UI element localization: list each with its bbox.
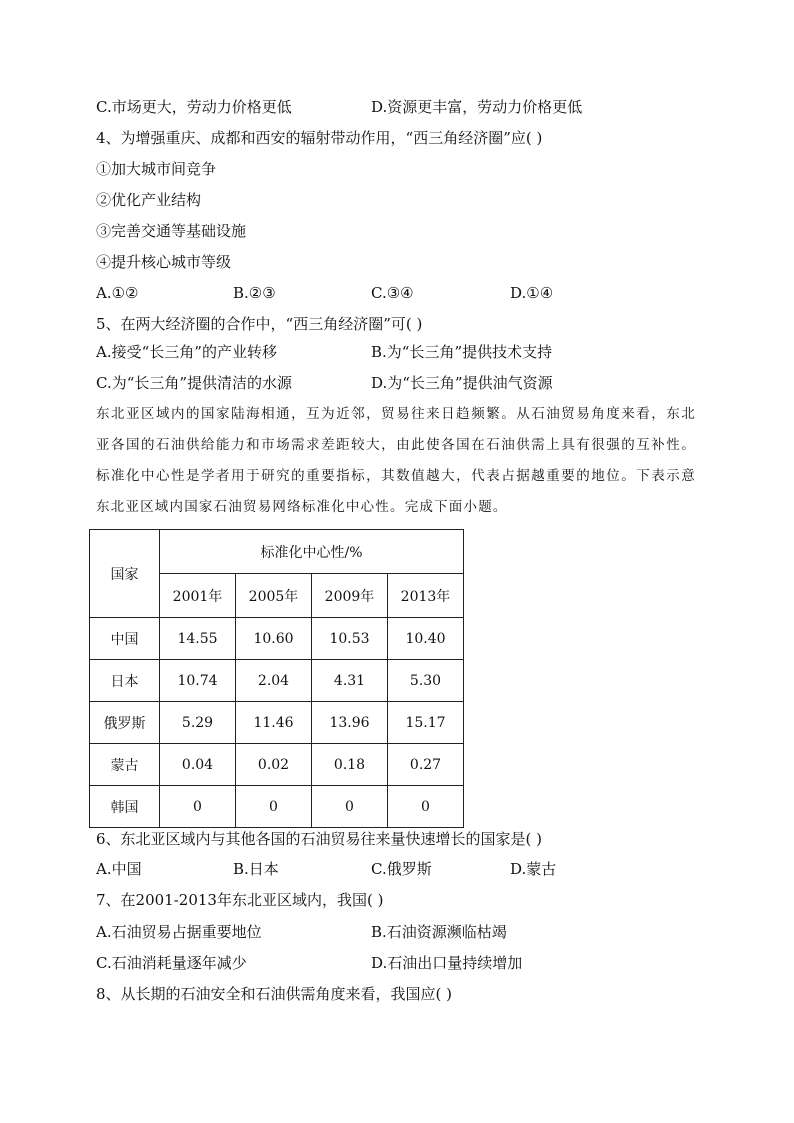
q4-item-1: ①加大城市间竞争 [96, 160, 217, 178]
table-header-year: 2005年 [236, 574, 312, 618]
q7-option-b: B.石油资源濒临枯竭 [371, 923, 507, 941]
table-cell: 0.04 [160, 744, 236, 786]
table-cell: 10.53 [312, 618, 388, 660]
q4-option-d: D.①④ [510, 284, 554, 302]
table-cell: 5.29 [160, 702, 236, 744]
table-cell-country: 蒙古 [90, 744, 160, 786]
table-cell-country: 日本 [90, 660, 160, 702]
q4-item-3: ③完善交通等基础设施 [96, 222, 247, 240]
table-header-year: 2009年 [312, 574, 388, 618]
table-cell: 4.31 [312, 660, 388, 702]
q3-option-c: C.市场更大，劳动力价格更低 [96, 98, 292, 116]
table-cell-country: 中国 [90, 618, 160, 660]
q7-option-a: A.石油贸易占据重要地位 [96, 923, 262, 941]
q7-option-c: C.石油消耗量逐年减少 [96, 954, 247, 972]
q3-option-d: D.资源更丰富，劳动力价格更低 [371, 98, 583, 116]
table-cell: 10.40 [388, 618, 464, 660]
table-header-group: 标准化中心性/% [160, 530, 464, 574]
table-header-year: 2013年 [388, 574, 464, 618]
q5-option-a: A.接受“长三角”的产业转移 [96, 343, 277, 361]
table-cell: 0 [236, 786, 312, 828]
table-cell: 0.27 [388, 744, 464, 786]
table-cell-country: 俄罗斯 [90, 702, 160, 744]
q4-stem: 4、为增强重庆、成都和西安的辐射带动作用，“西三角经济圈”应( ) [96, 129, 543, 147]
table-cell: 13.96 [312, 702, 388, 744]
table-header-country: 国家 [90, 530, 160, 618]
table-cell: 0.18 [312, 744, 388, 786]
q4-item-2: ②优化产业结构 [96, 191, 202, 209]
table-cell: 0 [312, 786, 388, 828]
table-row [90, 660, 464, 702]
table-row [90, 618, 464, 660]
reading-passage: 东北亚区域内的国家陆海相通，互为近邻，贸易往来日趋频繁。从石油贸易角度来看，东北亚各国的石油供给能力和市场需求差距较大，由此使各国在石油供需上具有很强的互补性。标准化中心性是学者用于研究的重要指标，其数值越大，代表占据越重要的地位。下表示意东北亚区域内国家石油贸易网络标准化中心性。完成下面小题。 [96, 406, 696, 515]
table-header-year: 2001年 [160, 574, 236, 618]
q6-option-c: C.俄罗斯 [371, 860, 432, 878]
q6-option-d: D.蒙古 [510, 860, 557, 878]
table-row [90, 702, 464, 744]
q6-option-b: B.日本 [233, 860, 279, 878]
centrality-table [89, 529, 464, 828]
q7-option-d: D.石油出口量持续增加 [371, 954, 523, 972]
q6-stem: 6、东北亚区域内与其他各国的石油贸易往来量快速增长的国家是( ) [96, 830, 543, 848]
table-cell: 5.30 [388, 660, 464, 702]
q4-option-a: A.①② [96, 284, 139, 302]
q4-option-c: C.③④ [371, 284, 414, 302]
table-cell: 0 [160, 786, 236, 828]
q5-stem: 5、在两大经济圈的合作中，“西三角经济圈”可( ) [96, 315, 423, 333]
table-cell: 2.04 [236, 660, 312, 702]
q5-option-d: D.为“长三角”提供油气资源 [371, 374, 553, 392]
table-cell: 0 [388, 786, 464, 828]
q8-stem: 8、从长期的石油安全和石油供需角度来看，我国应( ) [96, 985, 453, 1003]
q4-option-b: B.②③ [233, 284, 276, 302]
table-cell: 10.60 [236, 618, 312, 660]
q7-stem: 7、在2001-2013年东北亚区域内，我国( ) [96, 891, 384, 909]
table-cell: 15.17 [388, 702, 464, 744]
table-cell: 10.74 [160, 660, 236, 702]
q6-option-a: A.中国 [96, 860, 142, 878]
q5-option-c: C.为“长三角”提供清洁的水源 [96, 374, 293, 392]
table-cell: 0.02 [236, 744, 312, 786]
table-row [90, 786, 464, 828]
table-cell-country: 韩国 [90, 786, 160, 828]
q5-option-b: B.为“长三角”提供技术支持 [371, 343, 553, 361]
table-row [90, 744, 464, 786]
table-cell: 11.46 [236, 702, 312, 744]
q4-item-4: ④提升核心城市等级 [96, 253, 232, 271]
table-cell: 14.55 [160, 618, 236, 660]
